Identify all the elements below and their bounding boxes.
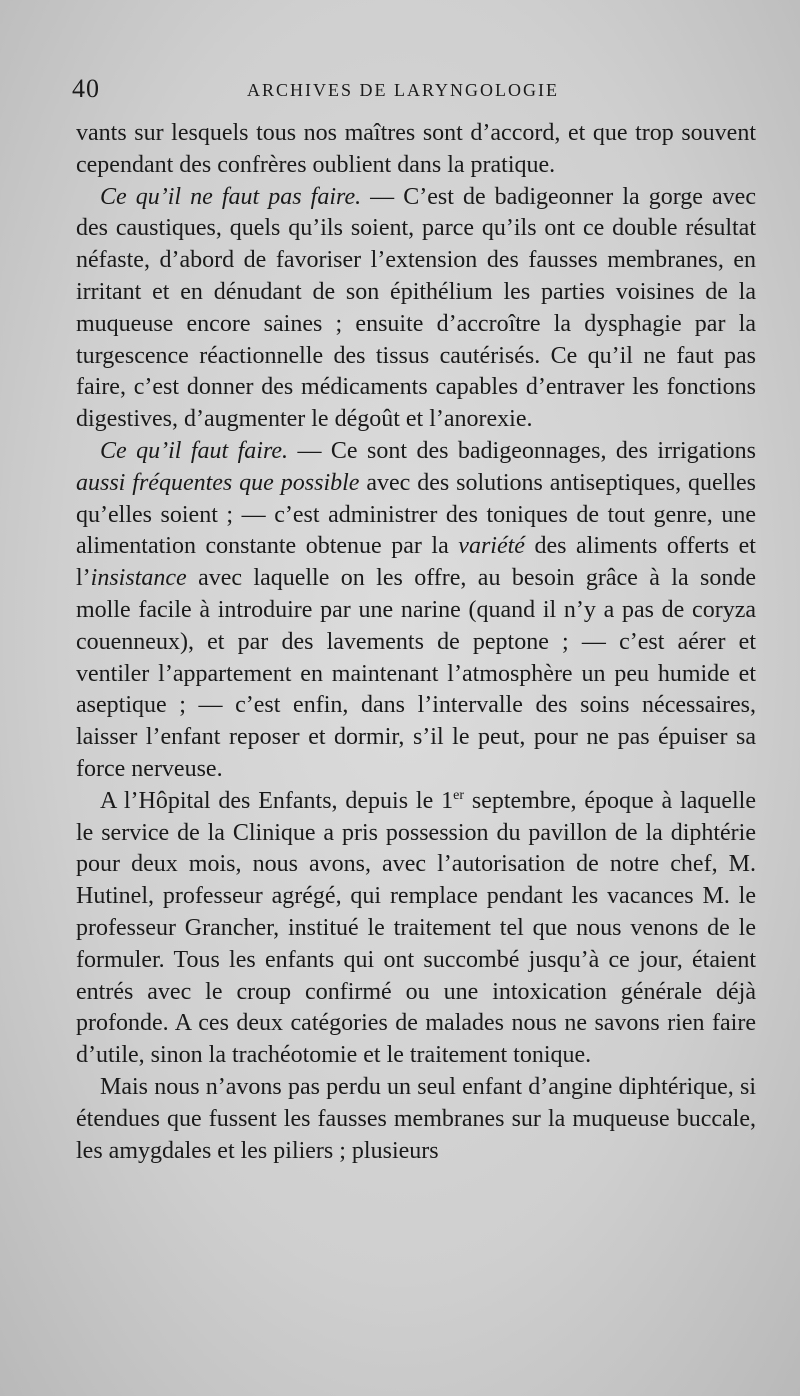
paragraph-4-part-1: A l’Hôpital des Enfants, depuis le 1: [100, 787, 454, 814]
paragraph-2-lead: Ce qu’il ne faut pas faire.: [100, 183, 362, 210]
paragraph-1: [76, 118, 756, 182]
paragraph-1-text: vants sur lesquels tous nos maîtres sont d’accord, et que trop souvent cependant des confrères oublient dans la pratique.: [76, 120, 756, 178]
paragraph-3-italic-2: variété: [458, 533, 525, 560]
paragraph-3-part-4: avec laquelle on les offre, au besoin grâce à la sonde molle facile à introduire par une narine (quand il n’y a pas de coryza couenneux), et par des lavements de peptone ; — c’est aérer et ventiler l’appartement en maintenant l’atmosphère un peu humide et aseptique ; — c’est enfin, dans l’intervalle des soins nécessaires, laisser l’enfant reposer et dormir, s’il le peut, pour ne pas épuiser sa force nerveuse.: [76, 565, 756, 782]
paragraph-3-part-3: des aliments offerts et l’: [76, 533, 756, 592]
paragraph-4: [76, 786, 756, 1072]
paragraph-3-italic-1: aussi fréquentes que possible: [76, 469, 360, 496]
body-text: [76, 118, 756, 1167]
paragraph-2: [76, 182, 756, 436]
paragraph-5: [76, 1072, 756, 1167]
running-title: ARCHIVES DE LARYNGOLOGIE: [247, 80, 559, 100]
paragraph-4-superscript: er: [453, 787, 464, 803]
paragraph-3-lead: Ce qu’il faut faire.: [100, 437, 289, 464]
page-header: [72, 74, 762, 110]
paragraph-3-italic-3: insistance: [90, 565, 187, 592]
paragraph-3-part-1: — Ce sont des badigeonnages, des irrigations: [288, 437, 756, 464]
paragraph-4-part-2: septembre, époque à laquelle le service de la Clinique a pris possession du pavillon de la diphtérie pour deux mois, nous avons, avec l’autorisation de notre chef, M. Hutinel, professeur agrégé, qui remplace pendant les vacances M. le professeur Grancher, institué le traitement tel que nous venons de le formuler. Tous les enfants qui ont succombé jusqu’à ce jour, étaient entrés avec le croup confirmé ou une intoxication générale déjà profonde. A ces deux catégories de malades nous ne savons rien faire d’utile, sinon la trachéotomie et le traitement tonique.: [76, 787, 756, 1069]
page-number: 40: [72, 74, 100, 103]
paragraph-2-text: — C’est de badigeonner la gorge avec des caustiques, quels qu’ils soient, parce qu’ils ont ce double résultat néfaste, d’abord de favoriser l’extension des fausses membranes, en irritant et en dénudant de son épithélium les parties voisines de la muqueuse encore saines ; ensuite d’accroître la dysphagie par la turgescence réactionnelle des tissus cautérisés. Ce qu’il ne faut pas faire, c’est donner des médicaments capables d’entraver les fonctions digestives, d’augmenter le dégoût et l’anorexie.: [76, 183, 756, 433]
paragraph-5-text: Mais nous n’avons pas perdu un seul enfant d’angine diphtérique, si étendues que fussent les fausses membranes sur la muqueuse buccale, les amygdales et les piliers ; plusieurs: [76, 1073, 756, 1164]
paragraph-3: [76, 436, 756, 786]
paragraph-3-part-2: avec des solutions antiseptiques, quelles qu’elles soient ; — c’est administrer des toniques de tout genre, une alimentation constante obtenue par la: [76, 469, 757, 560]
